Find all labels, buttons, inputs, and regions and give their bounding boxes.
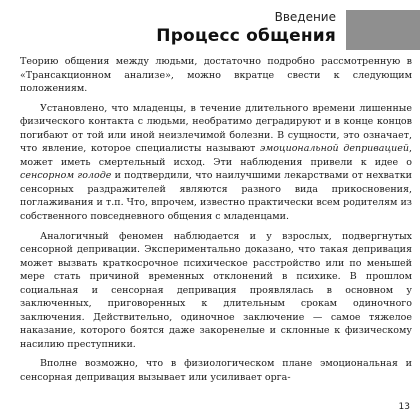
text-run: Теорию общения между людьми, достаточно подробно рассмотренную в «Трансакционном анализе», можно вкратце свести к следующим положениям. bbox=[20, 56, 412, 95]
text-run: Аналогичный феномен наблюдается и у взрослых, подвергнутых сенсорной депривации. Экспериментально доказано, что такая депривация может вызвать краткосрочное психическое расстройство или по меньшей мере стать причиной временных отклонений в психике. В прошлом социальная и сенсорная депривация проявлялась в основном у заключенных, приговоренных к длительным срокам одиночного заключения. Действительно, одиночное заключение — самое тяжелое наказание, которого боятся даже закоренелые и склонные к физическому насилию преступники. bbox=[20, 230, 412, 350]
text-run: , может иметь смертельный исход. Эти наблюдения привели к идее о bbox=[20, 143, 412, 168]
text-run: и подтвердили, что наилучшими лекарствами от нехватки сенсорных раздражителей являются разного вида прикосновения, поглаживания и т.п. Что, впрочем, известно практически всем родителям из собственного повседневного общения с младенцами. bbox=[20, 170, 412, 223]
paragraph bbox=[20, 102, 412, 224]
text-run: Установлено, что младенцы, в течение длительного времени лишенные физического контакта с людьми, необратимо деградируют и в конце концов погибают от той или иной неизлечимой болезни. В сущности, это означает, что явление, которое специалисты называют bbox=[20, 102, 412, 155]
page-number: 13 bbox=[398, 402, 410, 412]
body-text bbox=[20, 55, 412, 385]
paragraph bbox=[20, 230, 412, 352]
chapter-marker-block bbox=[346, 10, 420, 50]
chapter-section-label: Введение bbox=[274, 10, 336, 24]
emphasized-term: эмоциональной депривацией bbox=[260, 143, 409, 155]
paragraph bbox=[20, 357, 412, 384]
emphasized-term: сенсорном голоде bbox=[20, 170, 112, 182]
text-run: Вполне возможно, что в физиологическом плане эмоциональная и сенсорная депривация вызывает или усиливает орга- bbox=[20, 358, 412, 384]
paragraph bbox=[20, 55, 412, 96]
page-title: Процесс общения bbox=[156, 26, 336, 46]
